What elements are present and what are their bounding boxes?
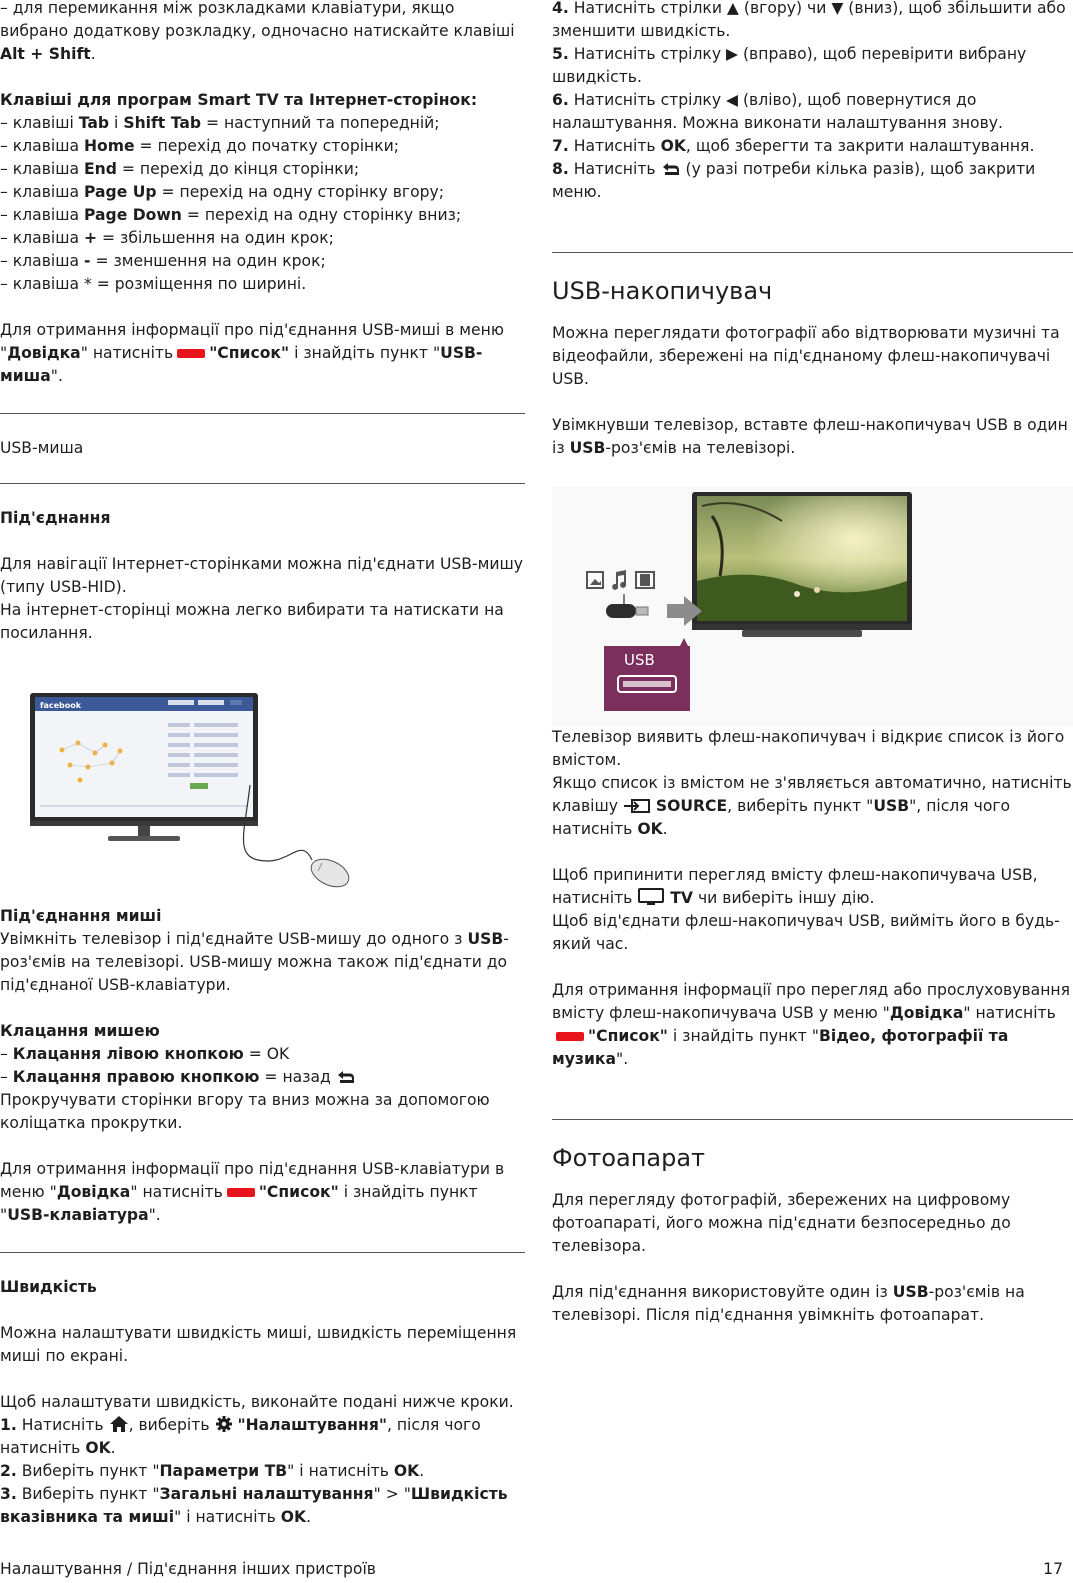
usb-paragraph-4: Якщо список із вмістом не з'являється автоматично, натисніть клавішу SOURCE, виберіть пункт "USB", після чого натисніть OK. — [552, 774, 1072, 838]
step-5: 5. Натисніть стрілку ▶ (вправо), щоб перевірити вибрану швидкість. — [552, 45, 1027, 86]
list-item: – клавіші Tab і Shift Tab = наступний та попередній; — [0, 114, 440, 132]
step-6: 6. Натисніть стрілку ◀ (вліво), щоб повернутися до налаштування. Можна виконати налаштування знову. — [552, 91, 1003, 132]
usb-tv-illustration — [552, 486, 1073, 726]
home-icon — [109, 1415, 129, 1433]
usb-storage-heading: USB-накопичувач — [552, 277, 773, 305]
left-column — [0, 0, 525, 1529]
keys-heading: Клавіші для програм Smart TV та Інтернет-сторінок: — [0, 91, 478, 109]
keys-list — [0, 112, 525, 296]
mouse-connect-heading: Під'єднання миші — [0, 907, 162, 925]
right-column — [552, 0, 1073, 1327]
usb-paragraph-1: Можна переглядати фотографії або відтворювати музичні та відеофайли, збережені на під'єднаному флеш-накопичувачі USB. — [552, 324, 1060, 388]
clicks-heading: Клацання мишею — [0, 1022, 160, 1040]
step-3: 3. Виберіть пункт "Загальні налаштування" > "Швидкість вказівника та миші" і натисніть OK. — [0, 1485, 508, 1526]
source-icon — [623, 798, 651, 814]
step-4: 4. Натисніть стрілки ▲ (вгору) чи ▼ (вниз), щоб збільшити або зменшити швидкість. — [552, 0, 1066, 40]
list-item: – клавіша Page Down = перехід на одну сторінку вниз; — [0, 206, 462, 224]
click-left-item: – Клацання лівою кнопкою = OK — [0, 1045, 290, 1063]
camera-paragraph-1: Для перегляду фотографій, збережених на цифровому фотоапараті, його можна під'єднати безпосередньо до телевізора. — [552, 1191, 1011, 1255]
usb-label: USB — [624, 651, 655, 669]
facebook-logo: facebook — [40, 701, 82, 710]
red-key-icon — [227, 1188, 255, 1197]
scroll-paragraph: Прокручувати сторінки вгору та вниз можна за допомогою коліщатка прокрутки. — [0, 1091, 490, 1132]
list-item: – клавіша End = перехід до кінця сторінки; — [0, 160, 360, 178]
list-item: – клавіша * = розміщення по ширині. — [0, 275, 307, 293]
click-right-item: – Клацання правою кнопкою = назад — [0, 1066, 525, 1089]
list-item: – клавіша - = зменшення на один крок; — [0, 252, 326, 270]
back-icon — [336, 1069, 356, 1085]
footer-breadcrumb: Налаштування / Під'єднання інших пристроїв — [0, 1560, 376, 1578]
connect-heading: Під'єднання — [0, 509, 111, 527]
connect-paragraph-1: Для навігації Інтернет-сторінками можна під'єднати USB-мишу (типу USB-HID). — [0, 555, 524, 596]
help-usb-keyboard: Для отримання інформації про під'єднання USB-клавіатури в меню "Довідка" натисніть "Список" і знайдіть пункт "USB-клавіатура". — [0, 1160, 505, 1224]
usb-paragraph-2: Увімкнувши телевізор, вставте флеш-накопичувач USB в один із USB-роз'ємів на телевізорі. — [552, 416, 1068, 457]
step-7: 7. Натисніть OK, щоб зберегти та закрити налаштування. — [552, 137, 1035, 155]
mouse-connect-paragraph: Увімкніть телевізор і під'єднайте USB-мишу до одного з USB-роз'ємів на телевізорі. USB-мишу можна також під'єднати до під'єднаної USB-клавіатури. — [0, 930, 509, 994]
camera-heading: Фотоапарат — [552, 1144, 706, 1172]
usb-to-tv-image — [552, 486, 1073, 726]
red-key-icon — [556, 1032, 584, 1041]
usb-paragraph-3: Телевізор виявить флеш-накопичувач і відкриє список із його вмістом. — [552, 728, 1065, 769]
speed-heading: Швидкість — [0, 1278, 97, 1296]
connect-paragraph-2: На інтернет-сторінці можна легко вибирати та натискати на посилання. — [0, 601, 504, 642]
list-item: – клавіша Page Up = перехід на одну сторінку вгору; — [0, 183, 445, 201]
intro-paragraph: – для перемикання між розкладками клавіатури, якщо вибрано додаткову розкладку, одночасно натискайте клавіші Alt + Shift. — [0, 0, 515, 63]
red-key-icon — [177, 349, 205, 358]
list-item: – клавіша + = збільшення на один крок; — [0, 229, 334, 247]
tv-with-mouse-image — [0, 655, 525, 905]
usb-paragraph-5: Щоб припинити перегляд вмісту флеш-накопичувача USB, натисніть TV чи виберіть іншу дію. — [552, 866, 1038, 907]
gear-icon — [215, 1415, 233, 1433]
usb-mouse-heading: USB-миша — [0, 439, 84, 457]
speed-paragraph-1: Можна налаштувати швидкість миші, швидкість переміщення миші по екрані. — [0, 1324, 517, 1365]
step-8: 8. Натисніть (у разі потреби кілька разів), щоб закрити меню. — [552, 160, 1036, 201]
help-usb-media: Для отримання інформації про перегляд або прослуховування вмісту флеш-накопичувача USB у меню "Довідка" натисніть"Список" і знайдіть пункт "Відео, фотографії та музика". — [552, 981, 1070, 1068]
help-usb-mouse: Для отримання інформації про під'єднання USB-миші в меню "Довідка" натисніть "Список" і знайдіть пункт "USB-миша". — [0, 321, 504, 385]
step-2: 2. Виберіть пункт "Параметри ТВ" і натисніть OK. — [0, 1462, 425, 1480]
page-number: 17 — [1043, 1560, 1063, 1578]
tv-icon — [637, 888, 665, 906]
back-icon — [661, 161, 681, 177]
tv-mouse-illustration — [0, 655, 525, 905]
list-item: – клавіша Home = перехід до початку сторінки; — [0, 137, 400, 155]
page-footer — [0, 1558, 1063, 1581]
step-1: 1. Натисніть , виберіть "Налаштування", після чого натисніть OK. — [0, 1416, 481, 1457]
usb-paragraph-6: Щоб від'єднати флеш-накопичувач USB, вийміть його в будь-який час. — [552, 912, 1060, 953]
camera-paragraph-2: Для під'єднання використовуйте один із USB-роз'ємів на телевізорі. Після під'єднання увімкніть фотоапарат. — [552, 1283, 1025, 1324]
speed-paragraph-2: Щоб налаштувати швидкість, виконайте подані нижче кроки. — [0, 1393, 514, 1411]
